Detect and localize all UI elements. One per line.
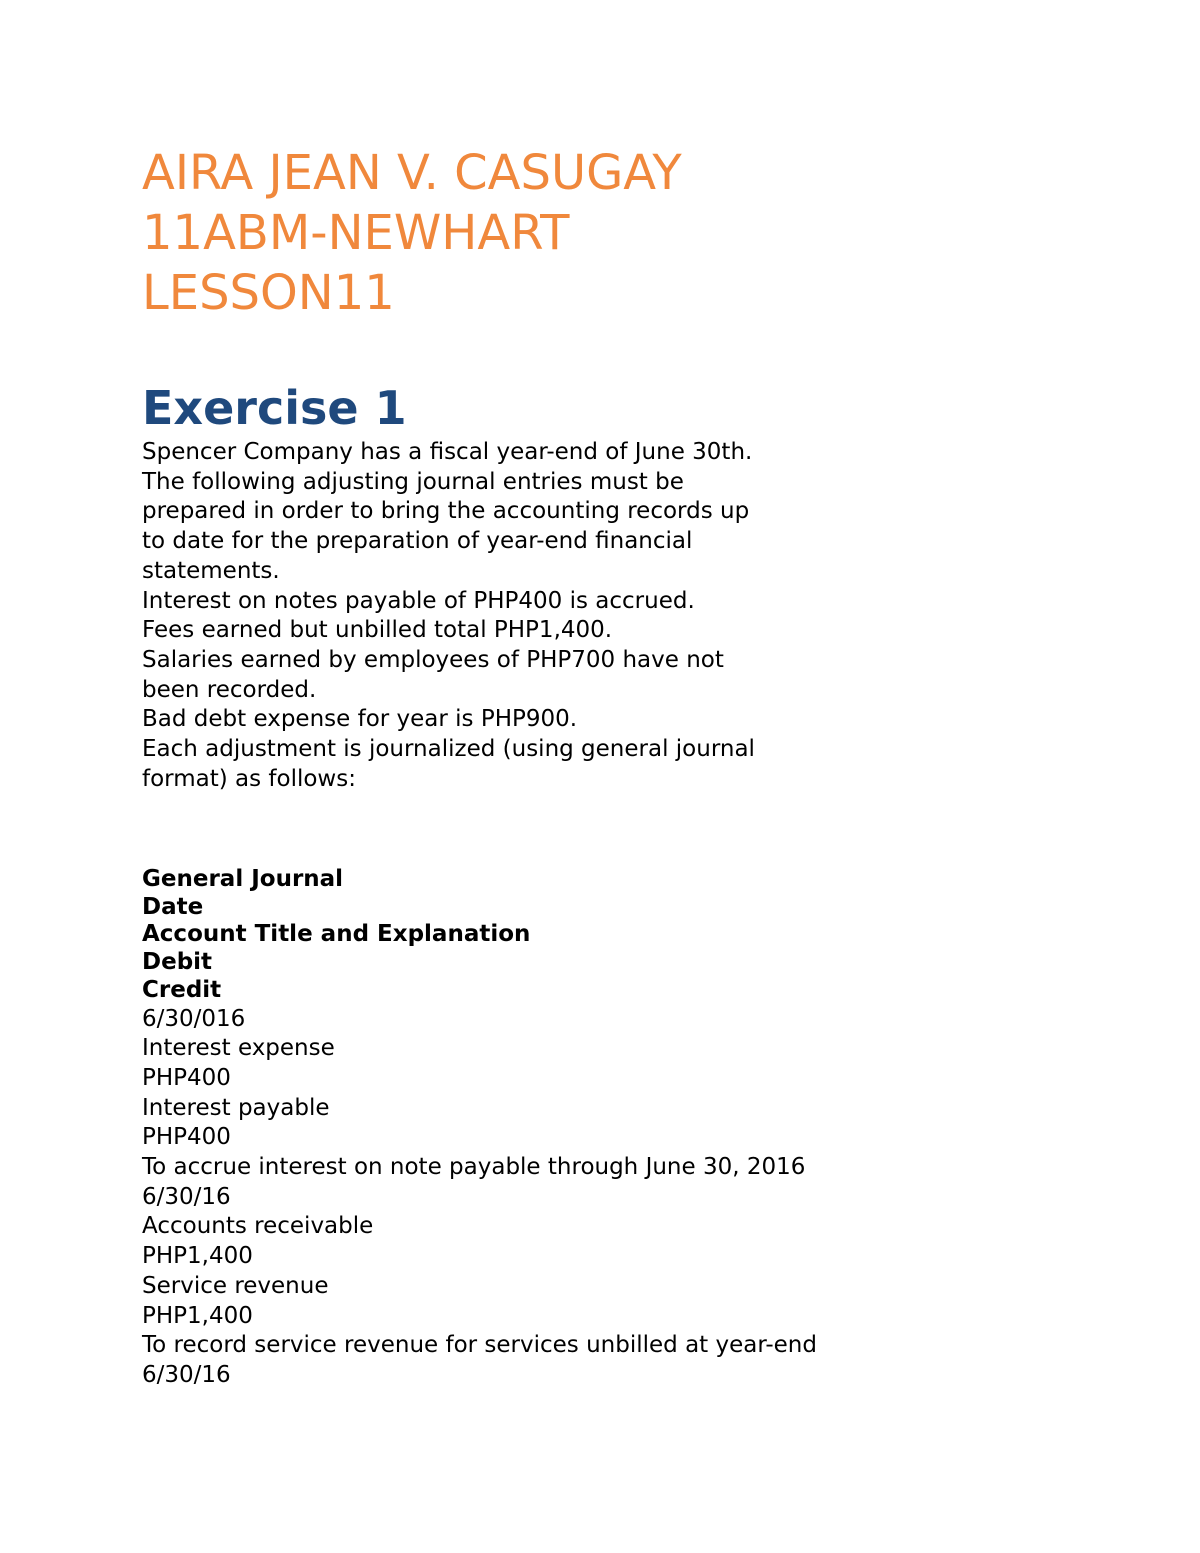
- description-line: statements.: [142, 557, 280, 584]
- description-line: Salaries earned by employees of PHP700 have not: [142, 646, 724, 673]
- journal-entry-account: Accounts receivable: [142, 1213, 374, 1240]
- student-header: [142, 143, 1042, 323]
- journal-entry-account: Service revenue: [142, 1272, 329, 1299]
- exercise-title: Exercise 1: [142, 381, 407, 435]
- column-header-account: Account Title and Explanation: [142, 921, 531, 948]
- column-header-credit: Credit: [142, 976, 222, 1003]
- journal-entry-account: Interest expense: [142, 1035, 335, 1062]
- lesson-label: LESSON11: [142, 265, 395, 321]
- journal-entry-date: 6/30/16: [142, 1183, 231, 1210]
- description-line: Spencer Company has a fiscal year-end of June 30th.: [142, 439, 753, 465]
- journal-entry-amount: PHP400: [142, 1064, 231, 1091]
- journal-entry-explanation: To accrue interest on note payable through June 30, 2016: [142, 1154, 806, 1181]
- description-line: Fees earned but unbilled total PHP1,400.: [142, 617, 613, 644]
- description-line: Interest on notes payable of PHP400 is accrued.: [142, 587, 695, 614]
- column-header-date: Date: [142, 893, 204, 920]
- journal-entry-explanation: To record service revenue for services unbilled at year-end: [142, 1332, 817, 1359]
- journal-entry-date: 6/30/16: [142, 1361, 231, 1388]
- journal-entry-amount: PHP400: [142, 1124, 231, 1151]
- general-journal: [142, 866, 1042, 1391]
- description-line: been recorded.: [142, 676, 317, 703]
- description-line: Each adjustment is journalized (using general journal: [142, 736, 755, 763]
- description-line: prepared in order to bring the accounting records up: [142, 498, 750, 525]
- description-line: The following adjusting journal entries must be: [142, 468, 684, 495]
- journal-entry-date: 6/30/016: [142, 1005, 246, 1032]
- description-line: Bad debt expense for year is PHP900.: [142, 706, 578, 733]
- exercise-description: [142, 438, 1042, 794]
- journal-entry-amount: PHP1,400: [142, 1302, 253, 1329]
- journal-entry-account: Interest payable: [142, 1094, 330, 1121]
- description-line: format) as follows:: [142, 765, 356, 792]
- student-name: AIRA JEAN V. CASUGAY: [142, 145, 682, 201]
- journal-entry-amount: PHP1,400: [142, 1243, 253, 1270]
- column-header-debit: Debit: [142, 949, 213, 976]
- journal-title: General Journal: [142, 866, 344, 892]
- student-section: 11ABM-NEWHART: [142, 205, 570, 261]
- description-line: to date for the preparation of year-end financial: [142, 528, 693, 555]
